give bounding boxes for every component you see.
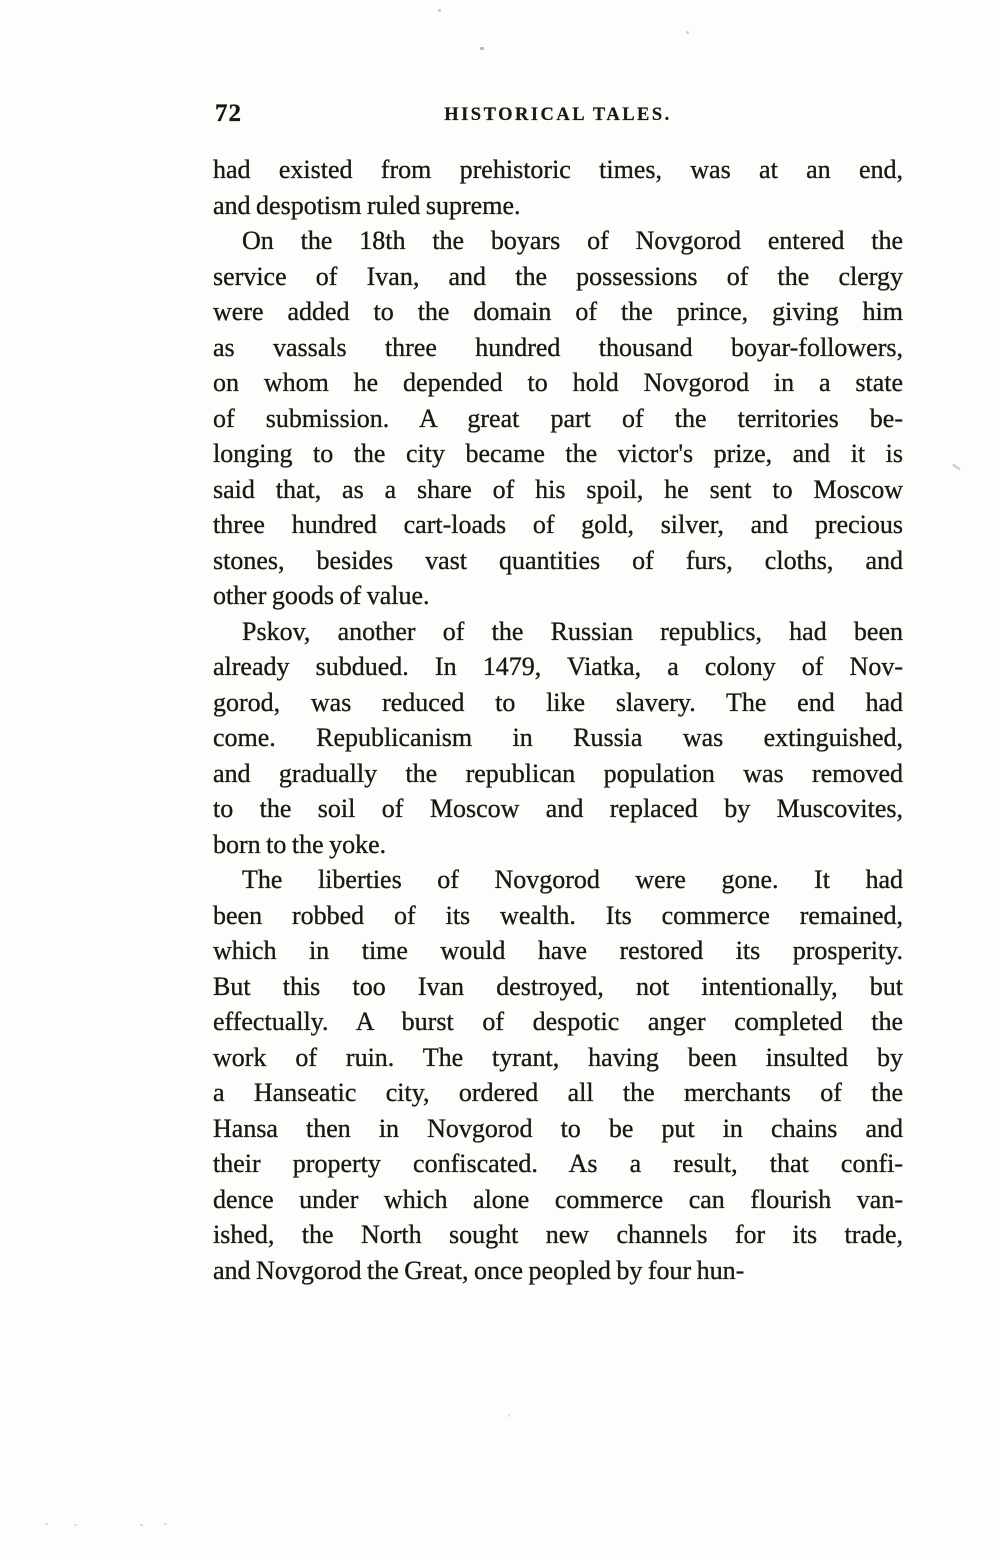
- running-header: HISTORICAL TALES.: [444, 105, 672, 125]
- text-line: been robbed of its wealth. Its commerce remained,: [213, 900, 903, 930]
- text-line: service of Ivan, and the possessions of the clergy: [213, 261, 903, 291]
- text-line: ished, the North sought new channels for its trade,: [213, 1220, 903, 1249]
- text-line: of submission. A great part of the territories be-: [213, 403, 903, 433]
- scan-speck: [438, 9, 441, 12]
- scan-speck: [74, 1524, 77, 1526]
- text-line: gorod, was reduced to like slavery. The end had: [213, 687, 903, 717]
- scan-speck: [140, 1524, 143, 1526]
- scan-speck: [508, 1414, 510, 1417]
- text-line: But this too Ivan destroyed, not intentionally, but: [213, 971, 903, 1001]
- text-line: on whom he depended to hold Novgorod in a state: [213, 368, 903, 397]
- text-line: The liberties of Novgorod were gone. It had: [242, 865, 903, 894]
- text-line: were added to the domain of the prince, giving him: [213, 297, 903, 326]
- text-line: longing to the city became the victor's prize, and it is: [213, 439, 903, 468]
- text-line: other goods of value.: [213, 581, 430, 610]
- text-line: Pskov, another of the Russian republics, had been: [242, 616, 903, 646]
- text-line: to the soil of Moscow and replaced by Muscovites,: [213, 794, 903, 823]
- text-line: as vassals three hundred thousand boyar-followers,: [213, 332, 903, 362]
- text-line: Hansa then in Novgorod to be put in chains and: [213, 1113, 903, 1143]
- text-line: a Hanseatic city, ordered all the merchants of the: [213, 1078, 903, 1107]
- text-line: work of ruin. The tyrant, having been insulted by: [213, 1042, 903, 1072]
- scan-speck: [164, 1523, 167, 1525]
- page-number: 72: [215, 100, 242, 127]
- scan-speck: [952, 464, 961, 470]
- text-line: had existed from prehistoric times, was at an end,: [213, 155, 903, 184]
- text-line: their property confiscated. As a result, that confi-: [213, 1149, 903, 1178]
- scan-speck: [480, 47, 484, 50]
- text-line: effectually. A burst of despotic anger completed the: [213, 1007, 903, 1036]
- text-line: born to the yoke.: [213, 829, 387, 859]
- text-line: On the 18th the boyars of Novgorod entered the: [242, 226, 903, 255]
- text-line: and despotism ruled supreme.: [213, 190, 521, 220]
- page-header: [213, 100, 903, 132]
- scan-speck: [45, 1523, 48, 1525]
- text-line: stones, besides vast quantities of furs, cloths, and: [213, 545, 903, 575]
- text-line: which in time would have restored its prosperity.: [213, 936, 903, 965]
- text-line: come. Republicanism in Russia was extinguished,: [213, 723, 903, 752]
- text-line: dence under which alone commerce can flourish van-: [213, 1184, 903, 1214]
- body-text: [213, 152, 903, 1288]
- text-line: already subdued. In 1479, Viatka, a colony of Nov-: [213, 652, 903, 681]
- text-line: and gradually the republican population was removed: [213, 758, 903, 788]
- text-line: and Novgorod the Great, once peopled by four hun-: [213, 1255, 745, 1285]
- text-line: three hundred cart-loads of gold, silver, and precious: [213, 510, 903, 539]
- scan-speck: [686, 31, 689, 34]
- text-line: said that, as a share of his spoil, he sent to Moscow: [213, 474, 903, 504]
